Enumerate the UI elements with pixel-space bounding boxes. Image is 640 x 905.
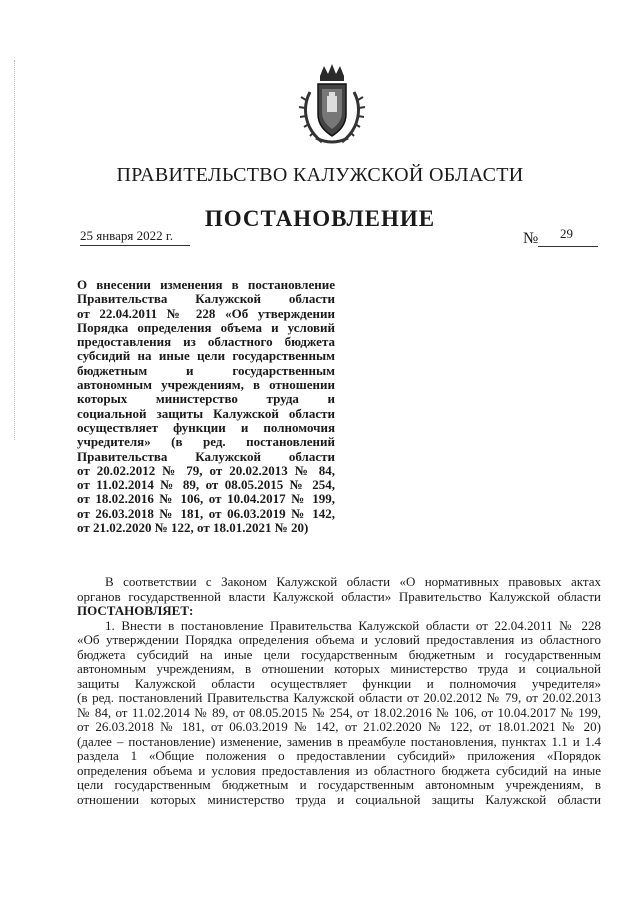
body-line: бюджета субсидий на иные цели государственным бюджетным и государственным bbox=[77, 646, 601, 662]
body-line: отношении которых министерство труда и социальной защиты Калужской области bbox=[77, 791, 601, 807]
scan-margin-marks bbox=[14, 60, 17, 440]
subject-line: субсидий на иные цели государственным bbox=[77, 348, 335, 364]
body-line: органов государственной власти Калужской области» Правительство Калужской области bbox=[77, 588, 601, 604]
organization-title: ПРАВИТЕЛЬСТВО КАЛУЖСКОЙ ОБЛАСТИ bbox=[116, 164, 524, 186]
subject-line: Правительства Калужской области bbox=[77, 448, 335, 464]
subject-line: Порядка определения объема и условий bbox=[77, 319, 335, 335]
document-type-heading: ПОСТАНОВЛЕНИЕ bbox=[204, 206, 436, 231]
subject-line: от 26.03.2018 № 181, от 06.03.2019 № 142, bbox=[77, 505, 335, 521]
body-line: автономным учреждениям, в отношении которых министерство труда и социальной bbox=[77, 661, 601, 676]
document-number: 29 bbox=[560, 226, 573, 241]
body-line: защиты Калужской области осуществляет функции и полномочия учредителя» bbox=[77, 675, 601, 691]
subject-line: от 21.02.2020 № 122, от 18.01.2021 № 20) bbox=[77, 520, 309, 536]
subject-line: осуществляет функции и полномочия bbox=[77, 419, 335, 435]
subject-line: бюджетным и государственным bbox=[77, 362, 335, 378]
subject-line: от 11.02.2014 № 89, от 08.05.2015 № 254, bbox=[77, 477, 335, 493]
subject-line: О внесении изменения в постановление bbox=[77, 277, 335, 292]
subject-line: автономным учреждениям, в отношении bbox=[77, 377, 335, 393]
body-line: (далее – постановление) изменение, заменив в преамбуле постановления, пунктах 1.1 и 1.4 bbox=[77, 733, 601, 749]
body-line: от 26.03.2018 № 181, от 06.03.2019 № 142, от 21.02.2020 № 122, от 18.01.2021 № 20) bbox=[77, 719, 601, 734]
body-line: 1. Внести в постановление Правительства Калужской области от 22.04.2011 № 228 bbox=[105, 617, 601, 633]
subject-line: от 22.04.2011 № 228 «Об утверждении bbox=[77, 305, 335, 321]
subject-line: предоставления из областного бюджета bbox=[77, 334, 335, 350]
coat-of-arms-emblem bbox=[296, 62, 368, 148]
body-line: (в ред. постановлений Правительства Калужской области от 20.02.2012 № 79, от 20.02.2013 bbox=[77, 690, 601, 705]
number-underline bbox=[538, 246, 598, 247]
body-line: № 84, от 11.02.2014 № 89, от 08.05.2015 № 254, от 18.02.2016 № 106, от 10.04.2017 № 199, bbox=[77, 704, 601, 720]
subject-line: которых министерство труда и bbox=[77, 391, 335, 407]
document-subject bbox=[77, 278, 335, 535]
document-body bbox=[77, 575, 601, 807]
number-sign: № bbox=[523, 230, 539, 247]
document-date: 25 января 2022 г. bbox=[80, 228, 190, 246]
subject-line: Правительства Калужской области bbox=[77, 291, 335, 307]
subject-line: от 20.02.2012 № 79, от 20.02.2013 № 84, bbox=[77, 462, 335, 478]
subject-line: от 18.02.2016 № 106, от 10.04.2017 № 199, bbox=[77, 491, 335, 507]
body-line: определения объема и условия предоставления из областного бюджета субсидий на иные bbox=[77, 762, 601, 778]
resolution-keyword: ПОСТАНОВЛЯЕТ: bbox=[77, 603, 194, 618]
body-line: цели государственным бюджетным и государственным автономным учреждениям, в bbox=[77, 777, 601, 792]
subject-line: учредителя» (в ред. постановлений bbox=[77, 434, 335, 450]
subject-line: социальной защиты Калужской области bbox=[77, 405, 335, 421]
body-line: «Об утверждении Порядка определения объема и условий предоставления из областного bbox=[77, 632, 601, 647]
body-line: раздела 1 «Общие положения о предоставлении субсидий» приложения «Порядок bbox=[77, 748, 601, 763]
body-line: В соответствии с Законом Калужской области «О нормативных правовых актах bbox=[105, 574, 601, 589]
